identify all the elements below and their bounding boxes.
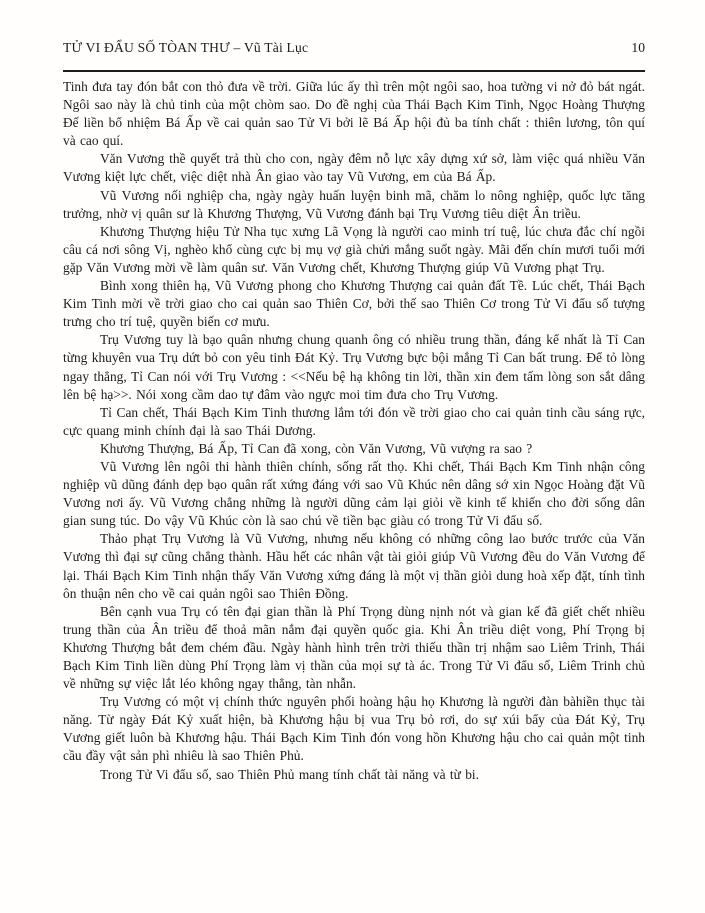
- paragraph: Trụ Vương tuy là bạo quân nhưng chung quanh ông có nhiều trung thần, đáng kể nhất là Tỉ Can từng khuyên vua Trụ dứt bỏ con yêu tinh Đát Kỷ. Trụ Vương bực bội mắng Tỉ Can bất trung. Để tỏ lòng ngay thẳng, Tỉ Can nói với Trụ Vương : <<Nếu bệ hạ không tin lời, thần xin đem tấm lòng son sắt dâng lên bệ hạ>>. Nói xong cầm dao tự đâm vào ngực moi tim đưa cho Trụ Vương.: [63, 332, 645, 402]
- paragraph: Khương Thượng hiệu Tử Nha tục xưng Lã Vọng là người cao minh trí tuệ, lúc chưa đắc chí ngồi câu cá nơi sông Vị, nghèo khổ cùng cực bị mụ vợ già chửi mắng suốt ngày. Mãi đến chín mươi tuổi mới gặp Văn Vương mời về làm quân sư. Văn Vương chết, Khương Thượng giúp Vũ Vương phạt Trụ.: [63, 223, 645, 275]
- paragraph: Khương Thượng, Bá Ấp, Tỉ Can đã xong, còn Văn Vương, Vũ vượng ra sao ?: [100, 440, 533, 456]
- paragraph: Bên cạnh vua Trụ có tên đại gian thần là Phí Trọng dùng nịnh nót và gian kế đã giết chết nhiều trung thần của Ân triều để thoả mãn nắm đại quyền quốc gia. Khi Ân triều diệt vong, Phí Trọng bị Khương Thượng bắt đem chém đầu. Ngày hành hình trên trời thiếu thần trị nhậm sao Liêm Trinh, Thái Bạch Kim Tinh liền dùng Phí Trọng làm vị thần của mọi sự tà ác. Trong Tử Vi đẩu số, Liêm Trinh chủ về những sự việc lắt léo không ngay thẳng, tàn nhẫn.: [63, 603, 645, 692]
- paragraph: Vũ Vương nối nghiệp cha, ngày ngày huấn luyện binh mã, chăm lo nông nghiệp, quốc lực tăng trưởng, nhờ vị quân sư là Khương Thượng, Vũ Vương đánh bại Trụ Vương tiêu diệt Ân triều.: [63, 187, 645, 221]
- page-header: [63, 40, 645, 56]
- paragraph: Bình xong thiên hạ, Vũ Vương phong cho Khương Thượng cai quản đất Tề. Lúc chết, Thái Bạch Kim Tinh mời về trời giao cho cai quản sao Thiên Cơ, bởi thế sao Thiên Cơ trong Tử Vi đẩu số tượng trưng cho trí tuệ, quyền biến cơ mưu.: [63, 278, 645, 330]
- paragraph: Trụ Vương có một vị chính thức nguyên phối hoàng hậu họ Khương là người đàn bàhiền thục tài năng. Từ ngày Đát Kỷ xuất hiện, bà Khương hậu bị vua Trụ bỏ rơi, do sự xúi bẩy của Đát Kỷ, Trụ Vương giết luôn bà Khương hậu. Thái Bạch Kim Tinh đón vong hồn Khương hậu cho cai quản một tinh cầu đầy vật sản phì nhiêu là sao Thiên Phủ.: [63, 694, 645, 764]
- paragraph: Vũ Vương lên ngôi thi hành thiên chính, sống rất thọ. Khi chết, Thái Bạch Km Tinh nhận công nghiệp vũ dũng đánh dẹp bạo quân rất xứng đáng với sao Vũ Khúc nên dâng sớ xin Ngọc Hoàng đặt Vũ Vương nơi ấy. Vũ Vương chẳng những là người dũng cảm lại giỏi về kinh tế khiến cho đời sống dân gian sung túc. Do vậy Vũ Khúc còn là sao chú về tiền bạc giàu có trong Tử Vi đẩu số.: [63, 458, 645, 529]
- body-text: [63, 78, 645, 784]
- paragraph: Tinh đưa tay đón bắt con thỏ đưa về trời. Giữa lúc ấy thì trên một ngôi sao, hoa tường vi nở đỏ bát ngát. Ngôi sao này là chủ tinh của một chòm sao. Do đề nghị của Thái Bạch Kim Tinh, Ngọc Hoàng Thượng Đế liền bổ nhiệm Bá Ấp về cai quản sao Tử Vi bởi lẽ Bá Ấp hội đủ ba tính chất : thiên lương, tôn quí và cao quí.: [63, 79, 645, 149]
- running-title: TỬ VI ĐẨU SỐ TÒAN THƯ – Vũ Tài Lục: [63, 40, 309, 55]
- paragraph: Văn Vương thề quyết trả thù cho con, ngày đêm nỗ lực xây dựng xứ sở, làm việc quá nhiều Văn Vương kiệt lực chết, việc diệt nhà Ân giao vào tay Vũ Vương, em của Bá Ấp.: [63, 151, 645, 185]
- paragraph: Thảo phạt Trụ Vương là Vũ Vương, nhưng nếu không có những công lao bước trước của Văn Vương thì đại sự cũng chẳng thành. Hầu hết các nhân vật tài giỏi giúp Vũ Vương đều do Văn Vương để lại. Thái Bạch Kim Tinh nhận thấy Văn Vương xứng đáng là một vị thần giỏi dung hoà xếp đặt, tính tình ôn thuận nên cho về cai quản ngôi sao Thiên Đồng.: [63, 531, 645, 601]
- paragraph: Trong Tử Vi đẩu số, sao Thiên Phủ mang tính chất tài năng và từ bi.: [100, 766, 479, 782]
- page-number: 10: [631, 40, 645, 55]
- paragraph: Tỉ Can chết, Thái Bạch Kim Tinh thương lắm tới đón về trời giao cho cai quản tinh cầu sáng rực, cực quang minh chính đại là sao Thái Dương.: [63, 404, 645, 438]
- header-rule: [63, 70, 645, 72]
